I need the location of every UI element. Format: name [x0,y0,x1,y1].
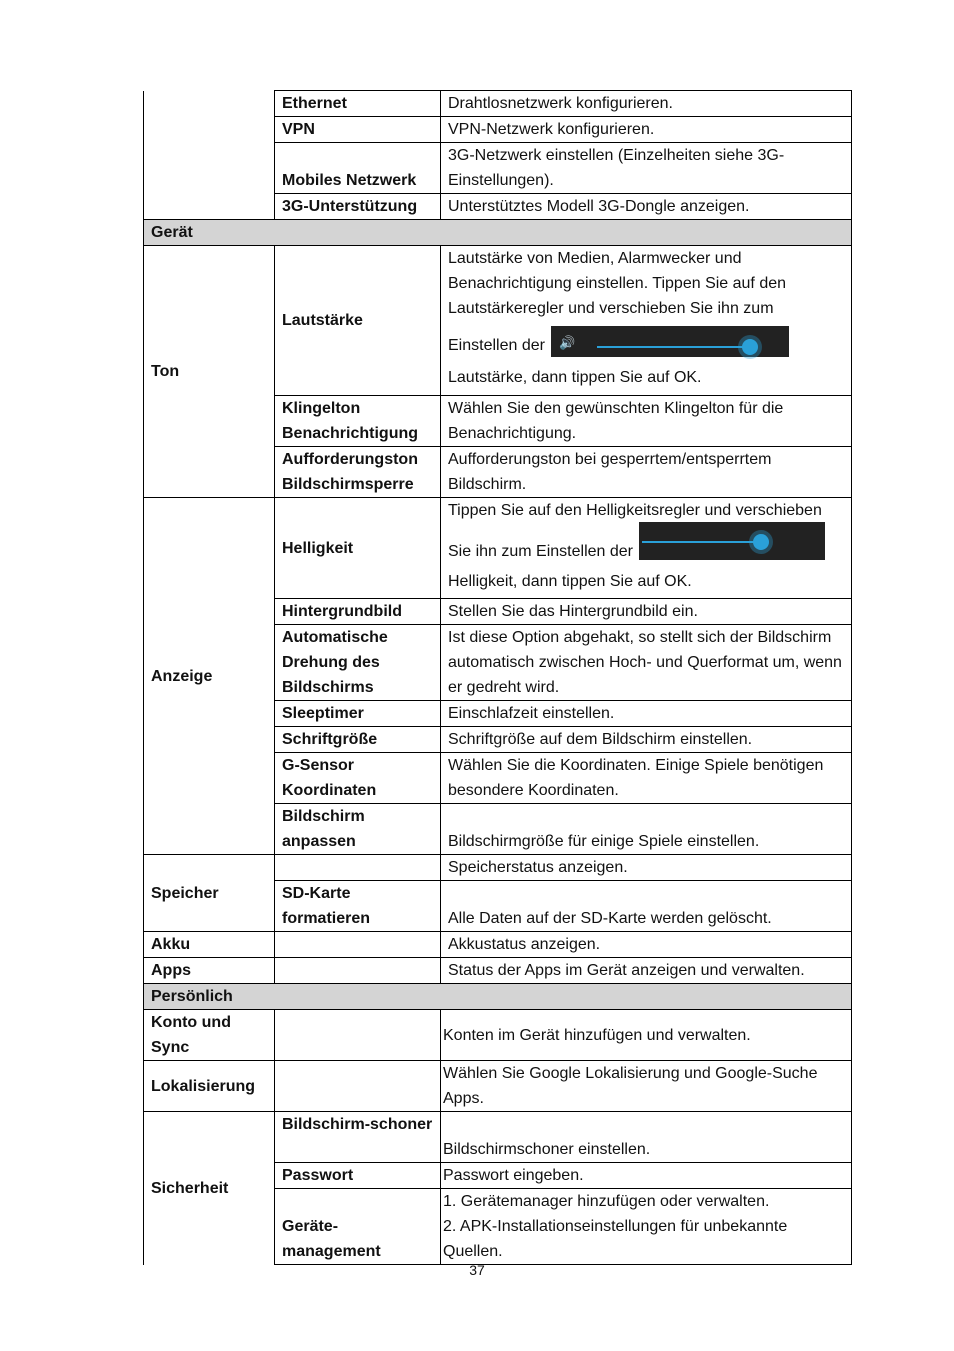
section-header-row [144,984,852,1010]
setting-desc: Ist diese Option abgehakt, so stellt sich der Bildschirm automatisch zwischen Hoch- und Querformat um, wenn er gedreht wird. [441,625,852,701]
section-title: Gerät [144,220,852,246]
desc-text: Lautstärke von Medien, Alarmwecker und Benachrichtigung einstellen. Tippen Sie auf den Lautstärkeregler und verschieben Sie ihn zum [448,250,787,317]
table-row [144,855,852,881]
setting-desc: Alle Daten auf der SD-Karte werden gelöscht. [441,881,852,932]
setting-name: Bildschirm-schoner [275,1112,441,1163]
desc-text: Tippen Sie auf den Helligkeitsregler und verschieben [448,502,822,519]
setting-name: G-Sensor Koordinaten [275,753,441,804]
table-row [144,1112,852,1163]
setting-desc: Wählen Sie den gewünschten Klingelton für die Benachrichtigung. [441,396,852,447]
category-label: Anzeige [144,498,275,855]
section-header-row [144,220,852,246]
volume-slider-image [551,326,789,357]
brightness-slider-image [639,522,825,560]
setting-desc: Wählen Sie Google Lokalisierung und Google-Suche Apps. [441,1061,852,1112]
table-row [144,958,852,984]
setting-desc: Unterstütztes Modell 3G-Dongle anzeigen. [441,194,852,220]
setting-name: Mobiles Netzwerk [275,143,441,194]
table-row [144,498,852,599]
setting-name: Schriftgröße [275,727,441,753]
setting-name: VPN [275,117,441,143]
desc-text: Sie ihn zum Einstellen der [448,543,633,560]
setting-desc: Passwort eingeben. [441,1163,852,1189]
setting-desc: 3G-Netzwerk einstellen (Einzelheiten siehe 3G-Einstellungen). [441,143,852,194]
category-label: Ton [144,246,275,498]
desc-text: Lautstärke, dann tippen Sie auf OK. [448,369,702,386]
setting-desc [441,1189,852,1265]
speaker-icon: 🔊 [558,335,576,351]
setting-name: Aufforderungston Bildschirmsperre [275,447,441,498]
category-label: Apps [144,958,275,984]
setting-desc: Konten im Gerät hinzufügen und verwalten. [441,1010,852,1061]
setting-desc [441,498,852,599]
page-number: 37 [469,1262,485,1278]
settings-table [143,90,852,1265]
category-label: Lokalisierung [144,1061,275,1112]
desc-text: Einstellen der [448,337,545,354]
setting-desc: Akkustatus anzeigen. [441,932,852,958]
setting-desc: Wählen Sie die Koordinaten. Einige Spiele benötigen besondere Koordinaten. [441,753,852,804]
setting-desc: Bildschirmgröße für einige Spiele einstellen. [441,804,852,855]
setting-desc: Drahtlosnetzwerk konfigurieren. [441,91,852,117]
setting-name: Bildschirm anpassen [275,804,441,855]
desc-text: 2. APK-Installationseinstellungen für unbekannte Quellen. [443,1218,788,1260]
category-label: Speicher [144,855,275,932]
setting-name: Automatische Drehung des Bildschirms [275,625,441,701]
section-title: Persönlich [144,984,852,1010]
setting-name: Helligkeit [275,498,441,599]
table-row [144,1010,852,1061]
setting-desc: Speicherstatus anzeigen. [441,855,852,881]
setting-desc: VPN-Netzwerk konfigurieren. [441,117,852,143]
setting-name: 3G-Unterstützung [275,194,441,220]
table-row [144,246,852,396]
table-row [144,91,852,117]
setting-name: Hintergrundbild [275,599,441,625]
setting-desc: Status der Apps im Gerät anzeigen und verwalten. [441,958,852,984]
category-label: Konto und Sync [144,1010,275,1061]
setting-desc: Stellen Sie das Hintergrundbild ein. [441,599,852,625]
category-label: Akku [144,932,275,958]
setting-name: Lautstärke [275,246,441,396]
setting-name: Sleeptimer [275,701,441,727]
table-row [144,1061,852,1112]
setting-name: Klingelton Benachrichtigung [275,396,441,447]
setting-desc: Einschlafzeit einstellen. [441,701,852,727]
setting-desc [441,246,852,396]
table-row [144,932,852,958]
desc-text: Helligkeit, dann tippen Sie auf OK. [448,573,692,590]
setting-desc: Aufforderungston bei gesperrtem/entsperrtem Bildschirm. [441,447,852,498]
desc-text: 1. Gerätemanager hinzufügen oder verwalten. [443,1193,770,1210]
setting-name: SD-Karte formatieren [275,881,441,932]
setting-name: Ethernet [275,91,441,117]
setting-desc: Bildschirmschoner einstellen. [441,1112,852,1163]
setting-name: Geräte-management [275,1189,441,1265]
setting-name: Passwort [275,1163,441,1189]
setting-desc: Schriftgröße auf dem Bildschirm einstellen. [441,727,852,753]
category-label: Sicherheit [144,1112,275,1265]
